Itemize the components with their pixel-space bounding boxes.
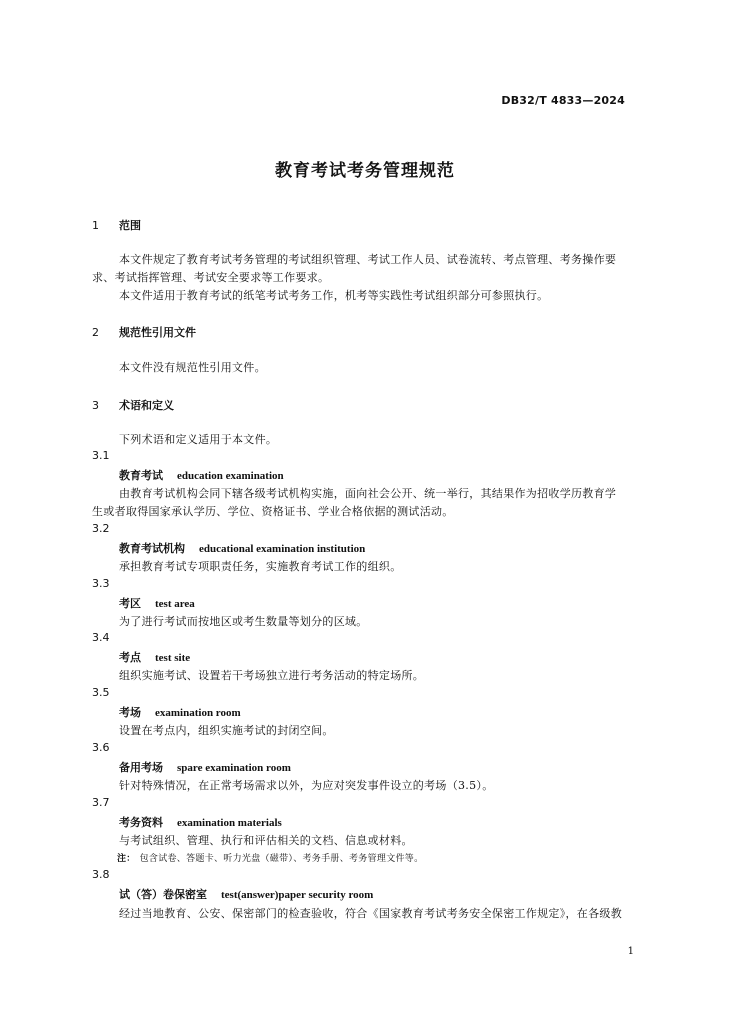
term-number: 3.3	[92, 577, 110, 590]
term-entry	[119, 886, 373, 902]
term-zh: 备用考场	[119, 761, 163, 774]
term-definition: 针对特殊情况，在正常考场需求以外，为应对突发事件设立的考场（3.5）。	[119, 779, 494, 792]
term-number: 3.4	[92, 631, 110, 644]
term-definition: 为了进行考试而按地区或考生数量等划分的区域。	[119, 615, 368, 628]
term-entry	[119, 649, 190, 665]
term-zh: 考场	[119, 706, 141, 719]
term-en: spare examination room	[177, 762, 291, 774]
paragraph: 本文件没有规范性引用文件。	[119, 361, 266, 374]
term-zh: 试（答）卷保密室	[119, 888, 207, 901]
page-number: 1	[627, 946, 634, 957]
term-zh: 教育考试	[119, 469, 163, 482]
term-en: educational examination institution	[199, 543, 366, 555]
term-definition: 经过当地教育、公安、保密部门的检查验收，符合《国家教育考试考务安全保密工作规定》，在各级教	[119, 907, 622, 920]
term-definition: 组织实施考试、设置若干考场独立进行考务活动的特定场所。	[119, 669, 425, 682]
term-number: 3.5	[92, 686, 110, 699]
term-number: 3.7	[92, 796, 110, 809]
term-zh: 考点	[119, 651, 141, 664]
section-heading-1	[92, 217, 141, 233]
section-title: 规范性引用文件	[119, 326, 196, 339]
standard-code: DB32/T 4833—2024	[501, 94, 625, 107]
term-en: examination room	[155, 707, 241, 719]
note-label: 注：	[117, 854, 136, 864]
paragraph: 求、考试指挥管理、考试安全要求等工作要求。	[92, 271, 330, 284]
section-number: 2	[92, 326, 99, 339]
term-definition: 由教育考试机构会同下辖各级考试机构实施，面向社会公开、统一举行，其结果作为招收学历教育学	[119, 487, 617, 500]
term-en: examination materials	[177, 817, 282, 829]
term-entry	[119, 759, 291, 775]
note-text: 包含试卷、答题卡、听力光盘（磁带）、考务手册、考务管理文件等。	[139, 854, 424, 864]
section-heading-2	[92, 324, 196, 340]
term-number: 3.1	[92, 449, 110, 462]
paragraph: 本文件适用于教育考试的纸笔考试考务工作，机考等实践性考试组织部分可参照执行。	[119, 289, 549, 302]
term-en: test area	[155, 598, 195, 610]
term-zh: 考务资料	[119, 816, 163, 829]
term-number: 3.2	[92, 522, 110, 535]
term-definition: 生或者取得国家承认学历、学位、资格证书、学业合格依据的测试活动。	[92, 505, 454, 518]
term-note	[117, 851, 423, 864]
term-entry	[119, 467, 284, 483]
section-number: 3	[92, 399, 99, 412]
term-zh: 教育考试机构	[119, 542, 185, 555]
paragraph: 本文件规定了教育考试考务管理的考试组织管理、考试工作人员、试卷流转、考点管理、考务操作要	[119, 253, 617, 266]
term-definition: 设置在考点内，组织实施考试的封闭空间。	[119, 724, 334, 737]
section-title: 术语和定义	[119, 399, 174, 412]
term-entry	[119, 814, 282, 830]
term-definition: 承担教育考试专项职责任务，实施教育考试工作的组织。	[119, 560, 402, 573]
paragraph: 下列术语和定义适用于本文件。	[119, 433, 278, 446]
section-heading-3	[92, 397, 174, 413]
term-en: test(answer)paper security room	[221, 889, 374, 901]
term-definition: 与考试组织、管理、执行和评估相关的文档、信息或材料。	[119, 834, 413, 847]
section-number: 1	[92, 219, 99, 232]
section-title: 范围	[119, 219, 141, 232]
term-number: 3.6	[92, 741, 110, 754]
term-zh: 考区	[119, 597, 141, 610]
term-entry	[119, 704, 241, 720]
term-en: education examination	[177, 470, 284, 482]
term-number: 3.8	[92, 868, 110, 881]
page-title: 教育考试考务管理规范	[275, 161, 455, 181]
term-entry	[119, 595, 195, 611]
term-entry	[119, 540, 365, 556]
term-en: test site	[155, 652, 191, 664]
